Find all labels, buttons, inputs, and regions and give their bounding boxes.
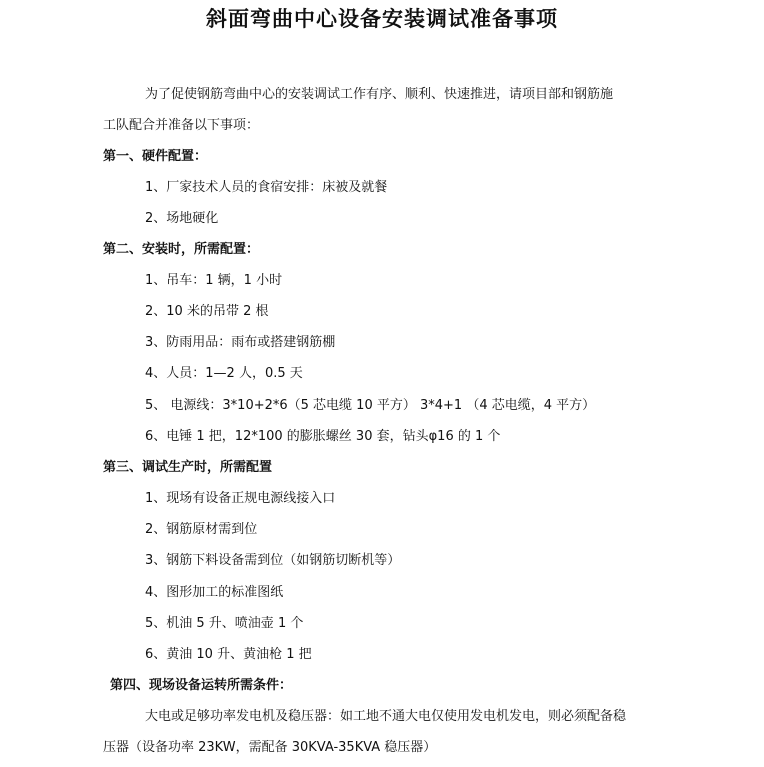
section-1-item: 1、厂家技术人员的食宿安排：床被及就餐 bbox=[145, 180, 388, 195]
section-2-heading: 第二、安装时，所需配置： bbox=[103, 242, 260, 257]
section-3-heading: 第三、调试生产时，所需配置 bbox=[103, 460, 273, 475]
section-2-item: 5、 电源线：3*10+2*6（5 芯电缆 10 平方） 3*4+1 （4 芯电缆，4 平方） bbox=[145, 398, 596, 413]
section-2-item: 6、电锤 1 把，12*100 的膨胀螺丝 30 套，钻头φ16 的 1 个 bbox=[145, 429, 501, 444]
section-2-item: 3、防雨用品：雨布或搭建钢筋棚 bbox=[145, 335, 336, 350]
section-2-item: 1、吊车：1 辆，1 小时 bbox=[145, 273, 283, 288]
section-4-body-line-1: 大电或足够功率发电机及稳压器：如工地不通大电仅使用发电机发电，则必须配备稳 bbox=[145, 709, 627, 724]
intro-line-1: 为了促使钢筋弯曲中心的安装调试工作有序、顺利、快速推进，请项目部和钢筋施 bbox=[145, 87, 614, 102]
section-4-heading: 第四、现场设备运转所需条件： bbox=[110, 678, 293, 693]
section-4-body-line-2: 压器（设备功率 23KW，需配备 30KVA-35KVA 稳压器） bbox=[103, 740, 437, 755]
section-3-item: 5、机油 5 升、喷油壶 1 个 bbox=[145, 616, 304, 631]
section-1-item: 2、场地硬化 bbox=[145, 211, 219, 226]
section-3-item: 6、黄油 10 升、黄油枪 1 把 bbox=[145, 647, 312, 662]
section-3-item: 2、钢筋原材需到位 bbox=[145, 522, 258, 537]
section-3-item: 3、钢筋下料设备需到位（如钢筋切断机等） bbox=[145, 553, 401, 568]
section-2-item: 2、10 米的吊带 2 根 bbox=[145, 304, 269, 319]
section-1-heading: 第一、硬件配置： bbox=[103, 149, 208, 164]
intro-line-2: 工队配合并准备以下事项： bbox=[103, 118, 260, 133]
section-3-item: 1、现场有设备正规电源线接入口 bbox=[145, 491, 336, 506]
section-2-item: 4、人员：1—2 人，0.5 天 bbox=[145, 366, 303, 381]
section-3-item: 4、图形加工的标准图纸 bbox=[145, 585, 284, 600]
document-title: 斜面弯曲中心设备安装调试准备事项 bbox=[206, 7, 558, 31]
